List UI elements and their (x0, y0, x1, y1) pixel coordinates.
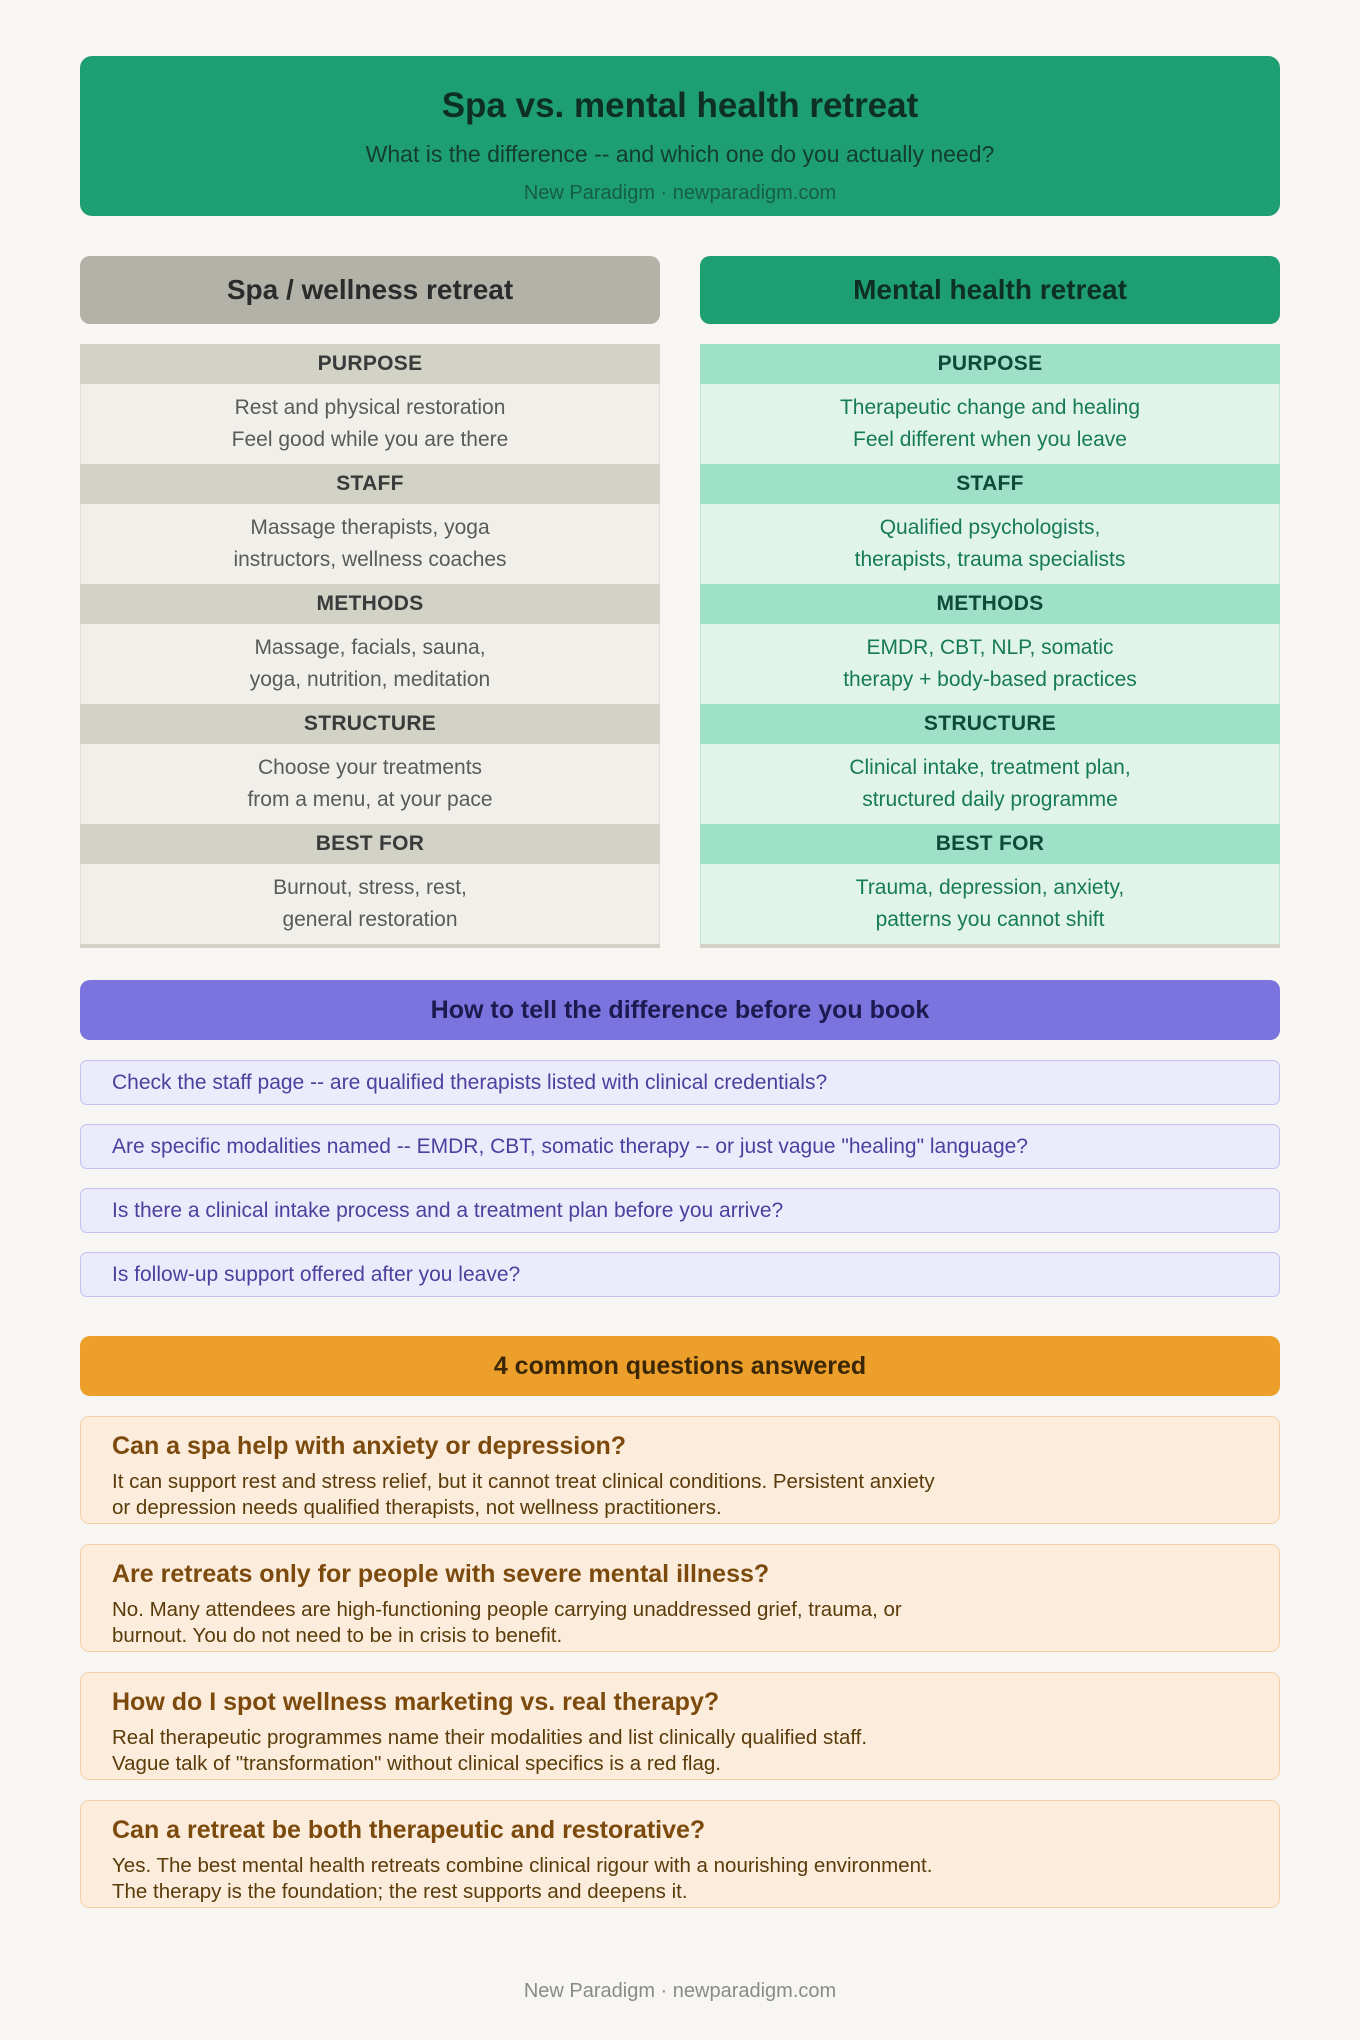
faq-card (80, 1800, 1280, 1908)
retreat-row-label-best-for: BEST FOR (700, 824, 1280, 864)
header-banner (80, 56, 1280, 216)
tips-section-heading: How to tell the difference before you book (80, 980, 1280, 1040)
spa-column-heading: Spa / wellness retreat (80, 256, 660, 324)
faq-answer-line: Real therapeutic programmes name their modalities and list clinically qualified staff. (112, 1726, 868, 1749)
retreat-purpose-line2: Feel different when you leave (853, 428, 1127, 451)
page-footer: New Paradigm · newparadigm.com (523, 1980, 837, 2002)
faq-answer-line: Vague talk of "transformation" without clinical specifics is a red flag. (112, 1752, 721, 1775)
retreat-staff-line1: Qualified psychologists, (879, 516, 1101, 539)
tip-item: Are specific modalities named -- EMDR, CBT, somatic therapy -- or just vague "healing" language? (80, 1124, 1280, 1169)
spa-column (80, 256, 660, 948)
retreat-row-value-best-for (700, 864, 1280, 944)
faq-answer-line: burnout. You do not need to be in crisis to benefit. (112, 1624, 563, 1647)
spa-purpose-line1: Rest and physical restoration (234, 396, 506, 419)
faq-card (80, 1416, 1280, 1524)
retreat-structure-line2: structured daily programme (862, 788, 1118, 811)
spa-structure-line1: Choose your treatments (257, 756, 483, 779)
tip-item: Check the staff page -- are qualified therapists listed with clinical credentials? (80, 1060, 1280, 1105)
faq-answer-line: The therapy is the foundation; the rest supports and deepens it. (112, 1880, 688, 1903)
faq-question: Are retreats only for people with severe mental illness? (112, 1560, 770, 1588)
retreat-column (700, 256, 1280, 948)
retreat-row-label-structure: STRUCTURE (700, 704, 1280, 744)
faq-answer-line: It can support rest and stress relief, but it cannot treat clinical conditions. Persistent anxiety (112, 1470, 935, 1493)
spa-comparison-table (80, 344, 660, 948)
tip-item: Is follow-up support offered after you leave? (80, 1252, 1280, 1297)
faq-answer (112, 1597, 1052, 1649)
spa-staff-line1: Massage therapists, yoga (250, 516, 490, 539)
spa-best-for-line1: Burnout, stress, rest, (273, 876, 467, 899)
faq-answer-line: or depression needs qualified therapists, not wellness practitioners. (112, 1496, 722, 1519)
faq-answer (112, 1853, 1052, 1905)
spa-best-for-line2: general restoration (282, 908, 458, 931)
spa-row-label-structure: STRUCTURE (80, 704, 660, 744)
spa-staff-line2: instructors, wellness coaches (233, 548, 507, 571)
spa-purpose-line2: Feel good while you are there (231, 428, 509, 451)
retreat-row-value-structure (700, 744, 1280, 824)
spa-table-bottom-border (80, 944, 660, 948)
retreat-row-label-purpose: PURPOSE (700, 344, 1280, 384)
spa-row-label-methods: METHODS (80, 584, 660, 624)
faq-answer-line: No. Many attendees are high-functioning people carrying unaddressed grief, trauma, or (112, 1598, 902, 1621)
retreat-row-value-methods (700, 624, 1280, 704)
faq-question: Can a retreat be both therapeutic and restorative? (112, 1816, 706, 1844)
retreat-row-value-staff (700, 504, 1280, 584)
retreat-best-for-line1: Trauma, depression, anxiety, (855, 876, 1125, 899)
faq-answer (112, 1469, 1052, 1521)
retreat-staff-line2: therapists, trauma specialists (854, 548, 1126, 571)
retreat-column-heading: Mental health retreat (700, 256, 1280, 324)
faq-answer (112, 1725, 1052, 1777)
spa-structure-line2: from a menu, at your pace (247, 788, 493, 811)
retreat-comparison-table (700, 344, 1280, 948)
faq-card (80, 1672, 1280, 1780)
header-byline: New Paradigm · newparadigm.com (523, 182, 837, 204)
retreat-table-bottom-border (700, 944, 1280, 948)
page-title: Spa vs. mental health retreat (441, 86, 919, 125)
faq-question: How do I spot wellness marketing vs. real therapy? (112, 1688, 720, 1716)
retreat-row-label-methods: METHODS (700, 584, 1280, 624)
spa-row-label-best-for: BEST FOR (80, 824, 660, 864)
retreat-structure-line1: Clinical intake, treatment plan, (849, 756, 1131, 779)
retreat-row-label-staff: STAFF (700, 464, 1280, 504)
spa-methods-line1: Massage, facials, sauna, (254, 636, 486, 659)
faq-question: Can a spa help with anxiety or depression? (112, 1432, 627, 1460)
retreat-row-value-purpose (700, 384, 1280, 464)
page-subtitle: What is the difference -- and which one do you actually need? (365, 141, 995, 167)
spa-row-value-staff (80, 504, 660, 584)
spa-methods-line2: yoga, nutrition, meditation (249, 668, 491, 691)
spa-row-label-purpose: PURPOSE (80, 344, 660, 384)
retreat-purpose-line1: Therapeutic change and healing (839, 396, 1141, 419)
retreat-best-for-line2: patterns you cannot shift (875, 908, 1105, 931)
spa-row-value-structure (80, 744, 660, 824)
faq-card (80, 1544, 1280, 1652)
faq-answer-line: Yes. The best mental health retreats combine clinical rigour with a nourishing environment. (112, 1854, 933, 1877)
faq-section-heading: 4 common questions answered (80, 1336, 1280, 1396)
spa-row-value-best-for (80, 864, 660, 944)
spa-row-value-purpose (80, 384, 660, 464)
tip-item: Is there a clinical intake process and a treatment plan before you arrive? (80, 1188, 1280, 1233)
spa-row-label-staff: STAFF (80, 464, 660, 504)
retreat-methods-line1: EMDR, CBT, NLP, somatic (866, 636, 1114, 659)
spa-row-value-methods (80, 624, 660, 704)
retreat-methods-line2: therapy + body-based practices (843, 668, 1137, 691)
